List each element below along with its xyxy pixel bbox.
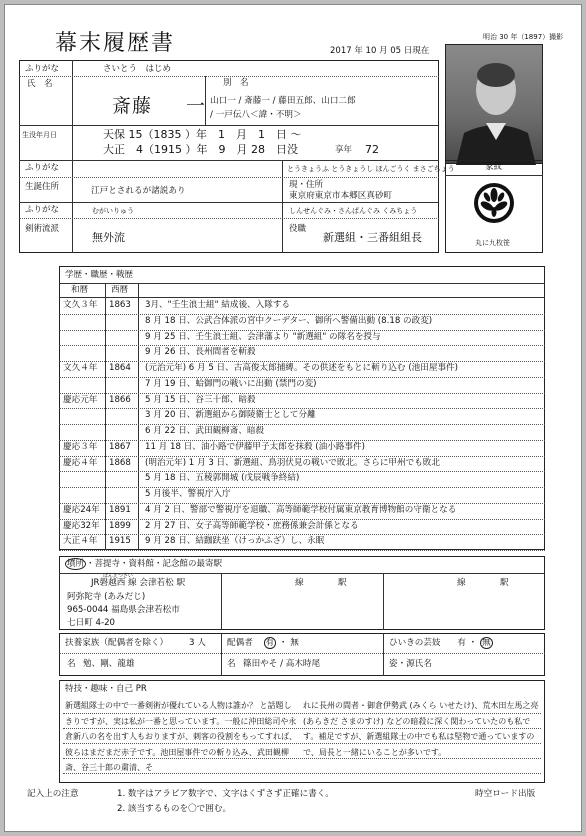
spouse-separator: ・ <box>278 638 288 648</box>
spouse-yes: 有 <box>265 638 275 648</box>
geisha-yes: 有 <box>457 638 466 648</box>
geisha-name-label: 姿・源氏名 <box>389 659 432 669</box>
photo-caption: 明治 30 年（1897）撮影 <box>483 33 564 41</box>
name-label: 氏 名 <box>27 79 53 89</box>
history-year: 1867 <box>109 441 131 452</box>
history-year: 1915 <box>109 536 131 547</box>
history-text: 3月、"壬生浪士組" 結成後、入隊する <box>145 300 291 310</box>
given-name: 一 <box>186 95 207 117</box>
history-era: 慶応４年 <box>63 457 98 468</box>
aliases-line2: / 一戸伝八＜諱・不明＞ <box>210 110 302 120</box>
address-furigana: とうきょうふ とうきょうし ほんごうく まさごちょう <box>287 165 455 173</box>
history-text: 9 月 25 日、壬生浪士組、会津藩より "新選組" の隊名を授与 <box>145 331 381 342</box>
history-era: 慶応24年 <box>63 504 100 515</box>
notes-label: 記入上の注意 <box>27 789 79 799</box>
station1-ruby: ばんえつさい <box>103 573 133 579</box>
spouse-names-label: 名 <box>227 659 236 669</box>
history-text: 9 月 28 日、結跏趺坐（けっかふざ）し、永眠 <box>145 536 325 547</box>
school-furigana: むがいりゅう <box>92 207 134 215</box>
station1: JR磐越西 線 会津若松 駅 <box>91 578 186 588</box>
crest-icon <box>472 181 516 228</box>
history-year: 1863 <box>109 300 131 310</box>
role-value: 新選組・三番組組長 <box>323 231 422 244</box>
crest-label: 家紋 <box>485 162 503 172</box>
history-era: 大正４年 <box>63 536 98 547</box>
history-year: 1899 <box>109 520 131 531</box>
history-year: 1868 <box>109 457 131 468</box>
places-title <box>65 560 222 570</box>
address-value: 東京府東京市本郷区真砂町 <box>289 191 393 201</box>
name-furigana: さいとう はじめ <box>103 64 172 74</box>
pr-right-text: れに長州の間者・御倉伊勢武 (みくら いせたけ)、荒木田左馬之亮 (あらきだ さまのすけ) などの暗殺に深く関わっていたのも私です。補足ですが、新選組隊士の中でも私は堅物で通っていますので、局長と一緒にいることが多いです。 <box>303 701 539 757</box>
publisher: 時空ロード出版 <box>475 789 536 799</box>
history-text: (元治元年) 6 月 5 日、古高俊太郎捕縛。その供述をもとに斬り込む (池田屋事件) <box>145 363 459 373</box>
age-value: 72 <box>365 143 379 156</box>
geisha-no: 無 <box>482 638 491 648</box>
history-text: 5 月後半、警視庁入庁 <box>145 489 231 499</box>
role-furigana: しんせんぐみ・さんばんぐみ くみちょう <box>289 207 418 215</box>
history-text: 4 月 2 日、警部で警視庁を退職、高等師範学校付属東京教育博物館の守衛となる <box>145 504 457 515</box>
history-text: 11 月 18 日、油小路で伊藤甲子太郎を抹殺 (油小路事件) <box>145 441 365 452</box>
death-date: 大正 4（1915 ）年 9 月 28 日没 <box>103 143 298 156</box>
spouse-no: 無 <box>290 638 299 648</box>
history-text: 5 月 15 日、谷三十郎、暗殺 <box>145 394 256 405</box>
history-text: 3 月 20 日、新選組から御陵衛士として分離 <box>145 410 316 421</box>
dependents-names: 勉、剛、龍雄 <box>83 659 135 669</box>
birthplace-label: 生誕住所 <box>25 182 60 192</box>
page-title: 幕末履歴書 <box>55 31 176 56</box>
station3: 線 駅 <box>457 578 509 588</box>
history-era: 慶応３年 <box>63 441 98 452</box>
geisha-label <box>389 639 493 649</box>
history-era: 慶応元年 <box>63 394 98 405</box>
col-seireki: 西暦 <box>111 285 129 295</box>
birth-label: 生没年月日 <box>22 131 57 139</box>
temple-name: 阿弥陀寺 (あみだじ) <box>67 592 146 602</box>
geisha-label-text: ひいきの芸妓 <box>389 638 441 648</box>
history-text: 5 月 18 日、五稜郭開城 (戊辰戦争終結) <box>145 473 300 484</box>
history-era: 慶応32年 <box>63 520 100 531</box>
geisha-separator: ・ <box>468 638 478 648</box>
spouse-label <box>227 639 299 649</box>
spouse-names: 篠田やそ / 高木時尾 <box>243 659 321 669</box>
pr-title: 特技・趣味・自己 PR <box>65 684 147 694</box>
furigana-label: ふりがな <box>25 64 60 74</box>
station2: 線 駅 <box>295 578 347 588</box>
portrait-icon <box>446 45 544 165</box>
resume-sheet <box>4 4 582 832</box>
furigana-label-2: ふりがな <box>25 163 60 173</box>
school-label: 剣術流派 <box>25 224 60 234</box>
crest-name: 丸に九枚笹 <box>475 239 510 247</box>
pr-left-text: 新選組隊士の中で一番剣術が優れている人物は誰か？ と話題しきりですが、実は私が一番と思っています。一般に沖田総司や永倉新八の名を出す人もおりますが、刺客の役割をもってすれば、彼らはまだまだ赤子です。池田屋事件での斬り込み、武田観柳斎、谷三十郎の粛清、そ <box>65 701 297 772</box>
alias-label: 別 名 <box>223 78 249 88</box>
history-text: 2 月 27 日、女子高等師範学校・庶務係兼会計係となる <box>145 520 359 531</box>
dependents-count: 3 人 <box>189 638 206 648</box>
age-label: 享年 <box>335 145 353 155</box>
dependents-label: 扶養家族（配偶者を除く） <box>65 638 169 648</box>
birthplace-value: 江戸とされるが諸説あり <box>91 186 186 196</box>
current-date: 2017 年 10 月 05 日現在 <box>330 46 430 56</box>
dependents-names-label: 名 <box>67 659 76 669</box>
history-era: 文久４年 <box>63 363 98 373</box>
spouse-label-text: 配偶者 <box>227 638 253 648</box>
portrait-photo <box>445 44 543 164</box>
history-text: 9 月 26 日、長州間者を斬殺 <box>145 347 256 358</box>
address-label: 現・住所 <box>289 180 324 190</box>
temple-address-1: 965-0044 福島県会津若松市 <box>67 605 180 615</box>
history-year: 1891 <box>109 504 131 515</box>
furigana-label-3: ふりがな <box>25 205 60 215</box>
col-wareki: 和暦 <box>71 285 89 295</box>
history-era: 文久３年 <box>63 300 98 310</box>
history-year: 1864 <box>109 363 131 373</box>
history-text: (明治元年) 1 月 3 日、新選組、鳥羽伏見の戦いで敗北。さらに甲州でも敗北 <box>145 457 440 468</box>
school-value: 無外流 <box>92 231 125 244</box>
temple-address-2: 七日町 4-20 <box>67 618 116 628</box>
surname: 斎藤 <box>112 95 153 117</box>
birth-date: 天保 15（1835 ）年 1 月 1 日 〜 <box>103 128 302 141</box>
history-title: 学歴・職歴・戦歴 <box>65 270 134 280</box>
note-1: 1. 数字はアラビア数字で、文字はくずさず正確に書く。 <box>117 789 334 799</box>
history-text: 7 月 19 日、蛤御門の戦いに出動 (禁門の変) <box>145 378 317 389</box>
places-title-rest: ・菩提寺・資料館・記念館の最寄駅 <box>86 559 223 569</box>
history-text: 6 月 22 日、武田観柳斎、暗殺 <box>145 426 265 436</box>
places-title-prefix: 墳所 <box>67 559 85 569</box>
note-2: 2. 該当するものを〇で囲む。 <box>117 804 232 814</box>
history-text: 8 月 18 日、公武合体派の宮中クーデター、御所へ警備出動 (8.18 の政変) <box>145 315 433 326</box>
aliases-line1: 山口一 / 斎藤一 / 藤田五郎、山口二郎 <box>210 96 356 106</box>
role-label: 役職 <box>289 224 307 234</box>
history-year: 1866 <box>109 394 131 405</box>
